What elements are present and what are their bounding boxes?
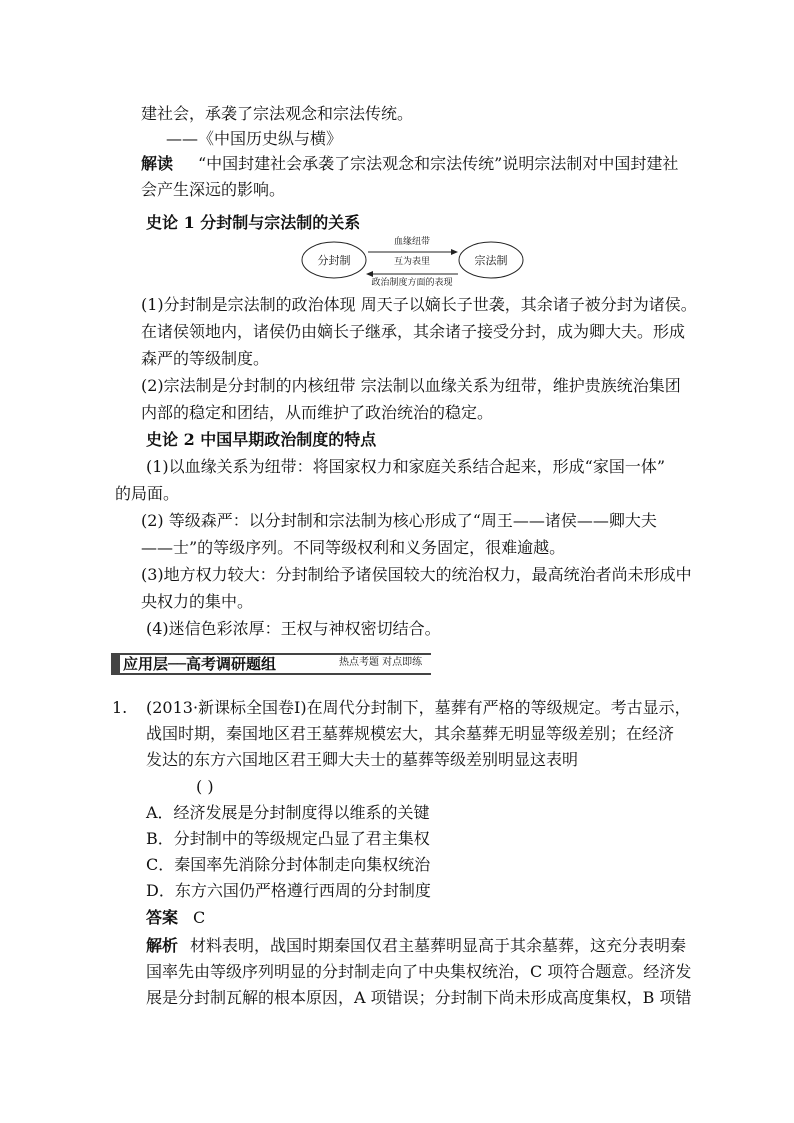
question-line2: 战国时期，秦国地区君王墓葬规模宏大，其余墓葬无明显等级差别；在经济 [146,724,675,743]
section-bottom-rule [111,673,431,675]
section-marker [111,653,120,675]
shilun2-p1-line2: 的局面。 [115,484,180,503]
option-c: C．秦国率先消除分封体制走向集权统治 [146,855,431,874]
question-line3: 发达的东方六国地区君王卿大夫士的墓葬等级差别明显这表明 [146,750,579,769]
shilun1-p2-line1: (2)宗法制是分封制的内核纽带 宗法制以血缘关系为纽带，维护贵族统治集团 [141,376,681,395]
relationship-diagram [300,234,525,286]
answer-blank: ( ) [196,777,214,796]
jiedu-text-line2: 会产生深远的影响。 [141,180,286,199]
shilun1-p1-line2: 在诸侯领地内，诸侯仍由嫡长子继承，其余诸子接受分封，成为卿大夫。形成 [141,322,686,341]
shilun2-title: 史论 2 中国早期政治制度的特点 [146,430,377,449]
shilun2-p1-line1: (1)以血缘关系为纽带：将国家权力和家庭关系结合起来，形成“家国一体” [146,457,666,476]
option-b: B．分封制中的等级规定凸显了君主集权 [146,829,430,848]
shilun1-p2-line2: 内部的稳定和团结，从而维护了政治统治的稳定。 [141,403,494,422]
bottom-label: 政治制度方面的表现 [371,278,453,286]
shilun2-p4-line1: (4)迷信色彩浓厚：王权与神权密切结合。 [146,619,441,638]
analysis-label: 解析 [146,936,179,955]
section-header [111,653,431,675]
shilun1-p1-line1: (1)分封制是宗法制的政治体现 周天子以嫡长子世袭，其余诸子被分封为诸侯。 [141,295,697,314]
shilun2-p2-line1: (2) 等级森严：以分封制和宗法制为核心形成了“周王——诸侯——卿大夫 [141,511,657,530]
analysis-line3: 展是分封制瓦解的根本原因，A 项错误；分封制下尚未形成高度集权，B 项错 [146,988,692,1007]
top-arrow-head [451,249,458,255]
bottom-arrow-head [366,271,373,277]
shilun2-p3-line1: (3)地方权力较大：分封制给予诸侯国较大的统治权力，最高统治者尚未形成中 [141,565,692,584]
jiedu-label: 解读 [141,154,174,173]
section-title: 应用层──高考调研题组 [123,655,277,673]
answer-value: C [193,908,206,927]
option-d: D．东方六国仍严格遵行西周的分封制度 [146,881,431,900]
answer-label: 答案 [146,908,179,927]
intro-source: ——《中国历史纵与横》 [166,129,343,148]
shilun1-title: 史论 1 分封制与宗法制的关系 [146,213,361,232]
question-number: 1. [112,698,128,717]
option-a: A．经济发展是分封制度得以维系的关键 [146,803,430,822]
top-label-2: 互为表里 [393,257,431,267]
right-node-label: 宗法制 [474,254,508,267]
left-node-label: 分封制 [317,254,351,267]
analysis-line1: 材料表明，战国时期秦国仅君主墓葬明显高于其余墓葬，这充分表明秦 [190,936,687,955]
shilun2-p3-line2: 央权力的集中。 [141,592,254,611]
analysis-line2: 国率先由等级序列明显的分封制走向了中央集权统治，C 项符合题意。经济发 [146,962,692,981]
intro-line: 建社会，承袭了宗法观念和宗法传统。 [141,104,414,123]
shilun1-p1-line3: 森严的等级制度。 [141,349,270,368]
question-line1: (2013·新课标全国卷Ⅰ)在周代分封制下，墓葬有严格的等级规定。考古显示， [146,698,691,717]
section-subtitle: 热点考题 对点即练 [339,657,423,668]
top-label-1: 血缘纽带 [393,237,431,247]
shilun2-p2-line2: ——士”的等级序列。不同等级权利和义务固定，很难逾越。 [141,538,566,557]
jiedu-text-line1: “中国封建社会承袭了宗法观念和宗法传统”说明宗法制对中国封建社 [198,154,679,173]
